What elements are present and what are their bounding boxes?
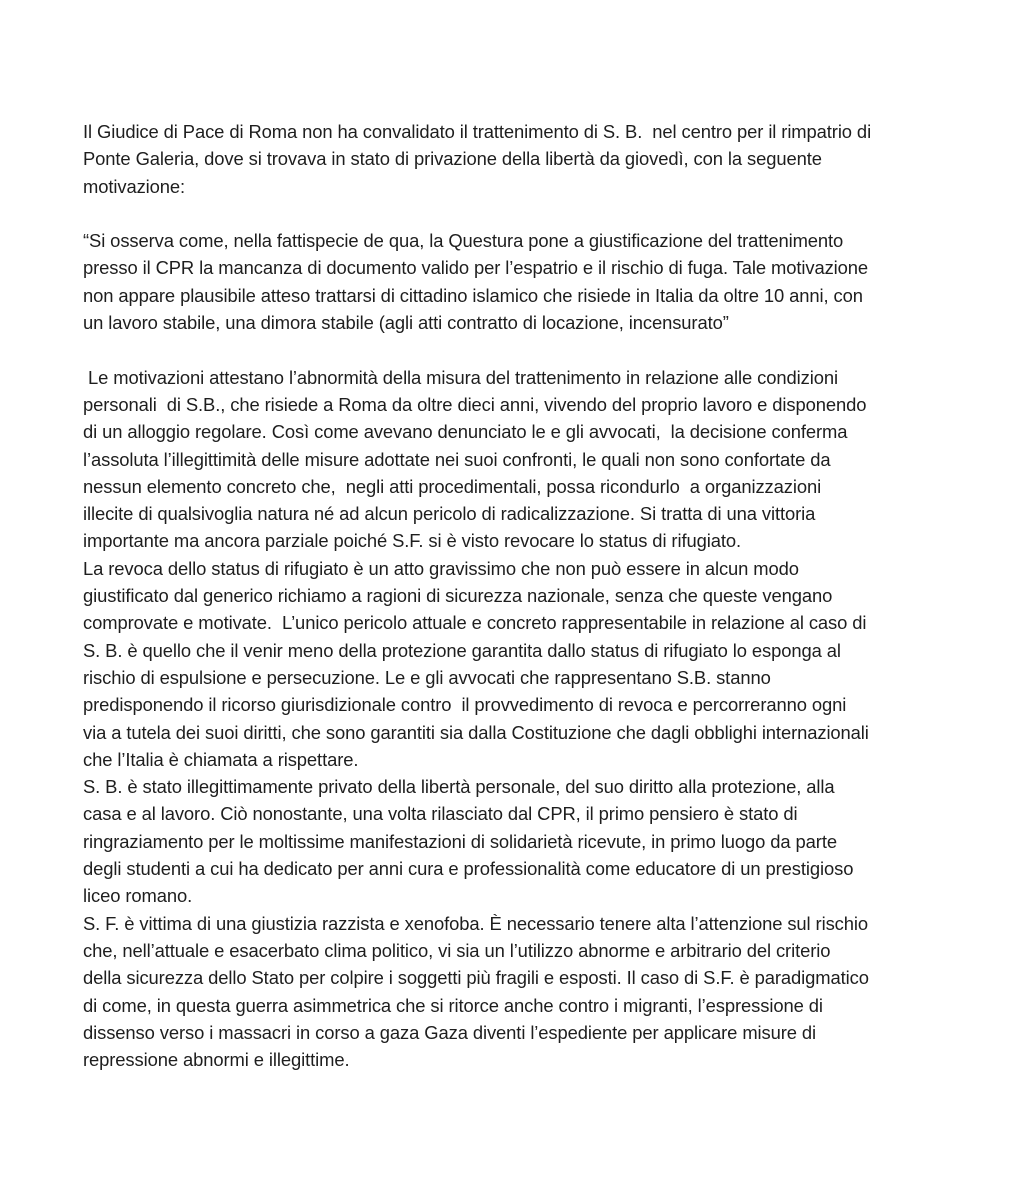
- text-line: Ponte Galeria, dove si trovava in stato di privazione della libertà da giovedì, con la seguente: [83, 148, 822, 170]
- text-line: La revoca dello status di rifugiato è un atto gravissimo che non può essere in alcun modo: [83, 557, 799, 579]
- document-body: [83, 118, 983, 1073]
- text-line: S. B. è stato illegittimamente privato della libertà personale, del suo diritto alla protezione, alla: [83, 776, 835, 798]
- text-line: predisponendo il ricorso giurisdizionale contro il provvedimento di revoca e percorreranno ogni: [83, 694, 847, 716]
- text-line: nessun elemento concreto che, negli atti procedimentali, possa ricondurlo a organizzazioni: [83, 475, 822, 497]
- text-line: degli studenti a cui ha dedicato per anni cura e professionalità come educatore di un prestigioso: [83, 858, 854, 880]
- text-line: “Si osserva come, nella fattispecie de qua, la Questura pone a giustificazione del trattenimento: [83, 230, 844, 252]
- text-line: l’assoluta l’illegittimità delle misure adottate nei suoi confronti, le quali non sono confortate da: [83, 448, 831, 470]
- text-line: che l’Italia è chiamata a rispettare.: [83, 748, 359, 770]
- text-line: dissenso verso i massacri in corso a gaza Gaza diventi l’espediente per applicare misure di: [83, 1021, 817, 1043]
- text-line: liceo romano.: [83, 885, 193, 907]
- text-line: S. B. è quello che il venir meno della protezione garantita dallo status di rifugiato lo esponga al: [83, 639, 841, 661]
- text-line: casa e al lavoro. Ciò nonostante, una volta rilasciato dal CPR, il primo pensiero è stato di: [83, 803, 798, 825]
- text-line: presso il CPR la mancanza di documento valido per l’espatrio e il rischio di fuga. Tale motivazione: [83, 257, 869, 279]
- text-line: un lavoro stabile, una dimora stabile (agli atti contratto di locazione, incensurato”: [83, 312, 729, 334]
- text-line: ringraziamento per le moltissime manifestazioni di solidarietà ricevute, in primo luogo da parte: [83, 830, 837, 852]
- text-line: che, nell’attuale e esacerbato clima politico, vi sia un l’utilizzo abnorme e arbitrario del criterio: [83, 939, 831, 961]
- paragraph-spacer: [83, 200, 983, 227]
- text-line: personali di S.B., che risiede a Roma da oltre dieci anni, vivendo del proprio lavoro e disponendo: [83, 393, 867, 415]
- text-line: giustificato dal generico richiamo a ragioni di sicurezza nazionale, senza che queste vengano: [83, 585, 833, 607]
- text-line: Il Giudice di Pace di Roma non ha convalidato il trattenimento di S. B. nel centro per il rimpatrio di: [83, 121, 872, 142]
- text-line: comprovate e motivate. L’unico pericolo attuale e concreto rappresentabile in relazione al caso di: [83, 612, 867, 634]
- text-line: di un alloggio regolare. Così come avevano denunciato le e gli avvocati, la decisione conferma: [83, 421, 848, 443]
- paragraph-body: [83, 364, 983, 1074]
- text-line: importante ma ancora parziale poiché S.F. si è visto revocare lo status di rifugiato.: [83, 530, 741, 552]
- text-line: della sicurezza dello Stato per colpire i soggetti più fragili e esposti. Il caso di S.F. è paradigmatico: [83, 967, 869, 989]
- paragraph-quote: [83, 227, 983, 336]
- text-line: illecite di qualsivoglia natura né ad alcun pericolo di radicalizzazione. Si tratta di una vittoria: [83, 503, 816, 525]
- text-line: di come, in questa guerra asimmetrica che si ritorce anche contro i migranti, l’espressione di: [83, 994, 823, 1016]
- text-line: via a tutela dei suoi diritti, che sono garantiti sia dalla Costituzione che dagli obblighi internazionali: [83, 721, 869, 743]
- text-line: repressione abnormi e illegittime.: [83, 1049, 350, 1071]
- paragraph-intro: [83, 118, 983, 200]
- text-line: rischio di espulsione e persecuzione. Le e gli avvocati che rappresentano S.B. stanno: [83, 666, 771, 688]
- text-line: non appare plausibile atteso trattarsi di cittadino islamico che risiede in Italia da oltre 10 anni, con: [83, 284, 863, 306]
- paragraph-spacer: [83, 336, 983, 363]
- text-line: motivazione:: [83, 175, 186, 197]
- text-line: S. F. è vittima di una giustizia razzista e xenofoba. È necessario tenere alta l’attenzione sul rischio: [83, 912, 868, 934]
- text-line: Le motivazioni attestano l’abnormità della misura del trattenimento in relazione alle condizioni: [83, 366, 838, 388]
